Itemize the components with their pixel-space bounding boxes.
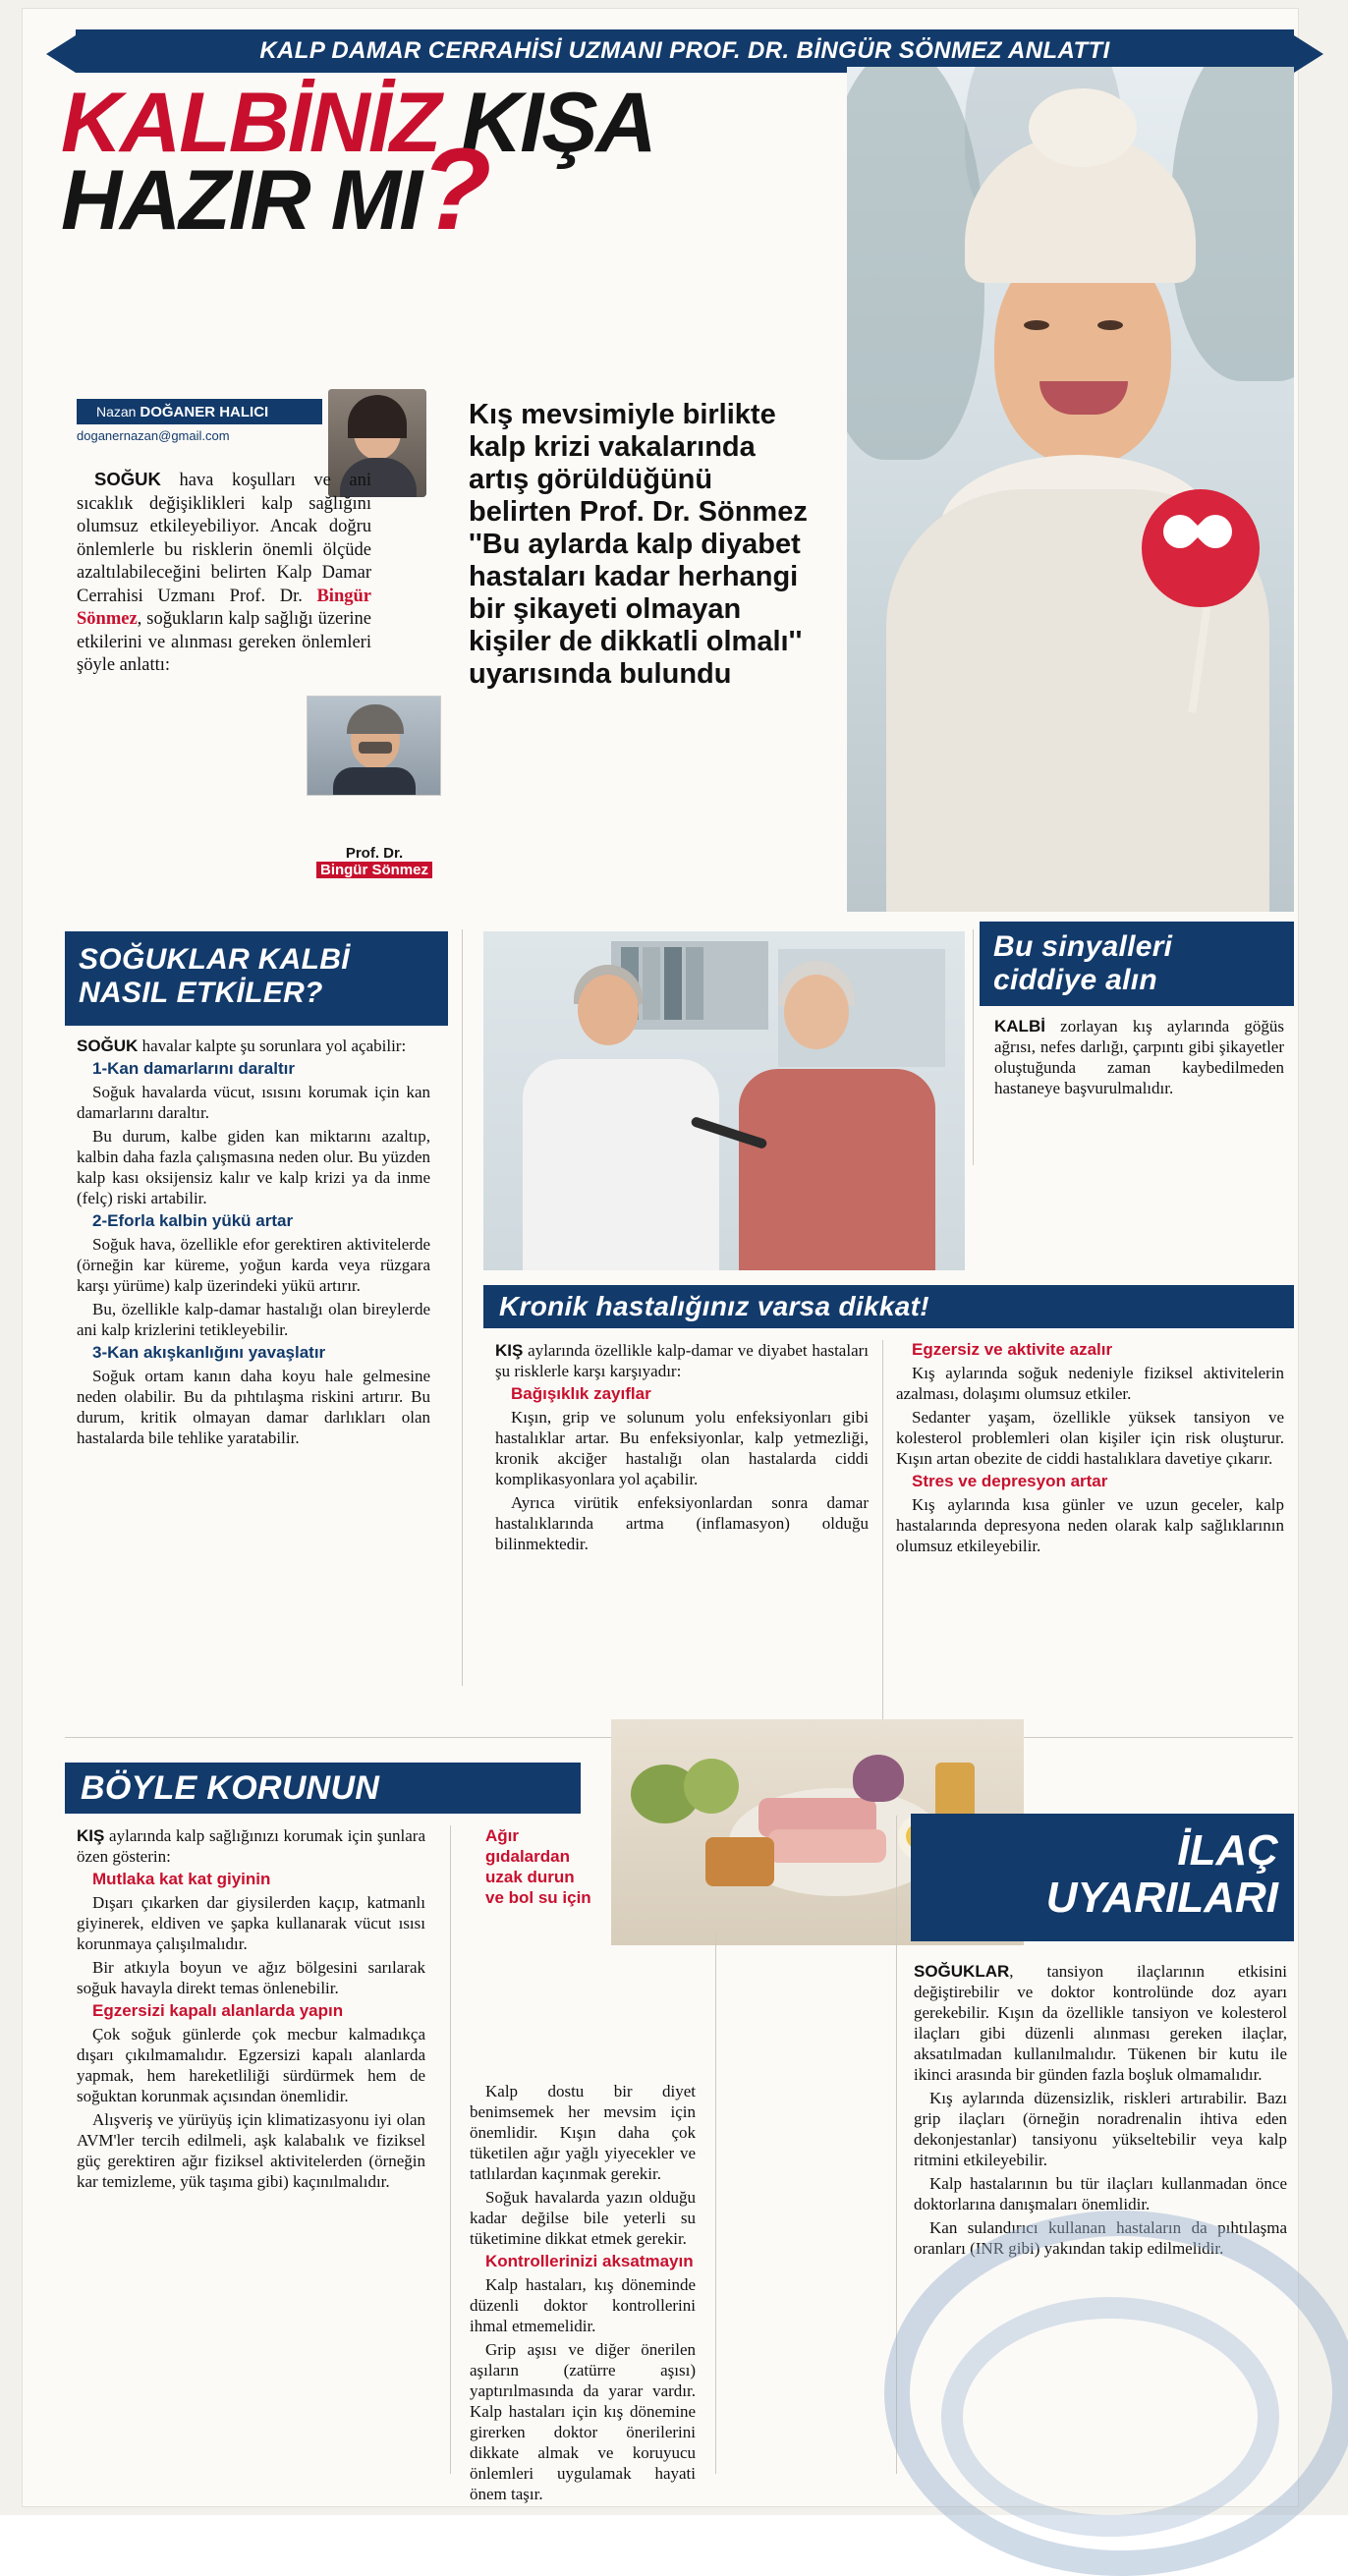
protect-sub-3-l4: ve bol su için xyxy=(485,1888,591,1907)
kicker-text: KALP DAMAR CERRAHİSİ UZMANI PROF. DR. BİNGÜR SÖNMEZ ANLATTI xyxy=(259,37,1110,64)
column-divider-5 xyxy=(715,1933,716,2474)
deck-text: Kış mevsimiyle birlikte kalp krizi vakalarında artış görüldüğünü belirten Prof. Dr. Sönmez ''Bu aylarda kalp diyabet hastaları kadar herhangi bir şikayeti olmayan kişiler de dikkatli olmalı'' uyarısında bulundu xyxy=(469,399,808,690)
protect-sub-3-l2: gıdalardan xyxy=(485,1847,570,1866)
protect-sub-3-l3: uzak durun xyxy=(485,1868,575,1886)
lead-text-1: hava koşulları ve ani sıcaklık değişiklikleri kalp sağlığını olumsuz etkileyebiliyor. Ancak doğru önlemlerle bu risklerin önemli ölçüde azaltılabileceğini belirten Kalp Damar Cerrahisi Uzmanı Prof. Dr. xyxy=(77,471,371,606)
section-header-cold-effects xyxy=(65,931,448,1026)
protect-c1-p3: Çok soğuk günlerde çok mecbur kalmadıkça dışarı çıkılmamalıdır. Egzersizi kapalı alanlarda yapmak, hem hareketliliği sürdürmek hem de soğuktan korunmak açısından önemlidir. xyxy=(77,2025,425,2105)
chronic-c1-p2: Ayrıca virütik enfeksiyonlardan sonra damar hastalıklarında artma (inflamasyon) olduğu bilinmektedir. xyxy=(495,1493,869,1553)
protect-sub-4: Kontrollerinizi aksatmayın xyxy=(485,2252,694,2270)
cold-item-3-p1: Soğuk ortam kanın daha koyu hale gelmesine neden olabilir. Bu da pıhtılaşma riskini artırır. Bu durum, kritik olmayan damar darlıkları olan hastalarda bile tehlike yaratabilir. xyxy=(77,1367,430,1447)
protect-c2-p1: Kalp dostu bir diyet benimsemek her mevsim için önemlidir. Kışın daha çok tüketilen ağır yağlı yiyecekler ve tatlılardan kaçınmak gerekir. xyxy=(470,2082,696,2183)
headline xyxy=(61,76,886,254)
doctor-patient-photo xyxy=(483,931,965,1270)
protect-column-1 xyxy=(77,1825,425,2195)
section-header-protect xyxy=(65,1763,581,1814)
chronic-c2-p1: Kış aylarında soğuk nedeniyle fiziksel aktivitelerin azalması, dolaşımı olumsuz etkiler. xyxy=(896,1364,1284,1403)
drugs-bold: SOĞUKLAR xyxy=(914,1962,1010,1981)
chronic-intro-bold: KIŞ xyxy=(495,1341,524,1360)
protect-title: BÖYLE KORUNUN xyxy=(81,1769,380,1807)
drugs-p1: , tansiyon ilaçlarının etkisini değiştirebilir ve doktor kontrolünde doz ayarı gerekebilir. Kışın da özellikle tansiyon ve kolesterol ilaçları gibi düzenli alınması gereken ilaçlar, aksatılmadan kullanılmalıdır. Tükenen bir kutu ile ikinci arasında bir günden fazla boşluk olmamalıdır. xyxy=(914,1962,1287,2084)
protect-sub-3-l1: Ağır xyxy=(485,1826,519,1845)
column-divider-2 xyxy=(973,929,974,1165)
chronic-column-1 xyxy=(495,1340,869,1557)
drugs-p3: Kalp hastalarının bu tür ilaçları kullanmadan önce doktorlarına danışmaları önemlidir. xyxy=(914,2174,1287,2213)
protect-intro-text: aylarında kalp sağlığınızı korumak için şunlara özen gösterin: xyxy=(77,1826,425,1866)
cold-item-1-p1: Soğuk havalarda vücut, ısısını korumak için kan damarlarını daraltır. xyxy=(77,1083,430,1122)
signals-bold: KALBİ xyxy=(994,1017,1045,1036)
signals-body xyxy=(994,1016,1284,1101)
author-email: doganernazan@gmail.com xyxy=(77,428,230,443)
drugs-p2: Kış aylarında düzensizlik, riskleri artırabilir. Bazı grip ilaçları (örneğin noradrenalin ihtiva eden dekonjestanlar) tansiyonu yükseltebilir veya kalp ritmini etkileyebilir. xyxy=(914,2089,1287,2169)
lead-paragraph xyxy=(77,468,371,682)
lead-dropword: SOĞUK xyxy=(94,469,161,489)
protect-c1-p1: Dışarı çıkarken dar giysilerden kaçıp, katmanlı giyinerek, eldiven ve şapka kullanarak vücut ısısı korunmaya çalışılmalıdır. xyxy=(77,1893,425,1953)
cold-item-3-heading: 3-Kan akışkanlığını yavaşlatır xyxy=(92,1343,326,1362)
signals-title-2: ciddiye alın xyxy=(993,964,1157,996)
protect-c2-p3: Kalp hastaları, kış döneminde düzenli doktor kontrollerini ihmal etmemelidir. xyxy=(470,2275,696,2335)
protect-column-2 xyxy=(470,1825,696,2507)
column-divider-1 xyxy=(462,929,463,1686)
protect-c2-p4: Grip aşısı ve diğer önerilen aşıların (zatürre aşısı) yaptırılmasında da yarar vardır. Kalp hastaları için kış dönemine girerken doktor önerilerini dikkate almak ve koruyucu önlemleri uygulamak hayati önem taşır. xyxy=(470,2340,696,2503)
cold-effects-body xyxy=(77,1036,430,1451)
protect-intro-bold: KIŞ xyxy=(77,1826,105,1845)
watermark-ring-2 xyxy=(941,2297,1279,2537)
expert-caption-name: Bingür Sönmez xyxy=(316,862,432,878)
protect-c2-p2: Soğuk havalarda yazın olduğu kadar değilse bile yeterli su tüketimine dikkat etmek gerekir. xyxy=(470,2188,696,2248)
section-header-chronic xyxy=(483,1285,1294,1328)
drugs-p4: Kan sulandırıcı kullanan hastaların da pıhtılaşma oranları (INR gibi) yakından takip edilmelidir. xyxy=(914,2218,1287,2258)
author-first: Nazan xyxy=(96,404,137,420)
cold-item-2-p1: Soğuk hava, özellikle efor gerektiren aktivitelerde (örneğin kar küreme, yoğun karda veya rüzgara karşı yürüme) kalp üzerindeki yükü artırır. xyxy=(77,1235,430,1295)
section-header-signals xyxy=(980,922,1294,1006)
headline-part-3: HAZIR MI xyxy=(61,153,421,248)
protect-c1-p2: Bir atkıyla boyun ve ağız bölgesini sarılarak soğuk havayla direkt temas önlenebilir. xyxy=(77,1958,425,1997)
protect-sub-2: Egzersizi kapalı alanlarda yapın xyxy=(92,2001,344,2020)
expert-caption xyxy=(297,845,452,878)
headline-question-mark: ? xyxy=(421,125,490,254)
cold-item-2-heading: 2-Eforla kalbin yükü artar xyxy=(92,1211,294,1230)
chronic-sub-1: Bağışıklık zayıflar xyxy=(511,1384,651,1403)
chronic-c2-p2: Sedanter yaşam, özellikle yüksek tansiyon ve kolesterol problemleri olan kişiler için risk oluşturur. Kışın artan obezite de ciddi hastalıklara davetiye çıkarır. xyxy=(896,1408,1284,1468)
expert-caption-title: Prof. Dr. xyxy=(345,845,404,862)
headline-part-1: KALBİNİZ xyxy=(61,76,440,170)
author-byline xyxy=(77,399,322,424)
lead-text-2: , soğukların kalp sağlığı üzerine etkilerini ve alınması gereken önlemleri şöyle anlattı: xyxy=(77,609,371,675)
chronic-intro-text: aylarında özellikle kalp-damar ve diyabet hastaları şu risklerle karşı karşıyadır: xyxy=(495,1341,869,1380)
cold-item-2-p2: Bu, özellikle kalp-damar hastalığı olan bireylerde ani kalp krizlerini tetikleyebilir. xyxy=(77,1300,430,1339)
headline-part-2: KIŞA xyxy=(461,76,655,170)
expert-photo xyxy=(307,696,441,796)
signals-text: zorlayan kış aylarında göğüs ağrısı, nefes darlığı, çarpıntı gibi şikayetler oluştuğunda zaman kaybedilmeden hastaneye başvurulmalıdır. xyxy=(994,1017,1284,1097)
chronic-sub-3: Stres ve depresyon artar xyxy=(912,1472,1108,1490)
cold-item-1-p2: Bu durum, kalbe giden kan miktarını azaltıp, kalbin daha fazla çalışmasına neden olur. Bu yüzden kalp kası oksijensiz kalır ve kalp krizi ya da inme (felç) riski artabilir. xyxy=(77,1127,430,1207)
cold-effects-title-1: SOĞUKLAR KALBİ xyxy=(79,943,350,976)
cold-intro-bold: SOĞUK xyxy=(77,1036,139,1055)
drugs-title-1: İLAÇ xyxy=(1177,1826,1278,1875)
cold-intro-text: havalar kalpte şu sorunlara yol açabilir: xyxy=(138,1036,407,1055)
chronic-c1-p1: Kışın, grip ve solunum yolu enfeksiyonları gibi hastalıklar artar. Bu enfeksiyonlar, kalp yetmezliği, kronik akciğer hastalığı olan hastalarda ciddi komplikasyonlara yol açabilir. xyxy=(495,1408,869,1488)
chronic-sub-2: Egzersiz ve aktivite azalır xyxy=(912,1340,1113,1359)
chronic-column-2 xyxy=(896,1340,1284,1559)
chronic-title: Kronik hastalığınız varsa dikkat! xyxy=(499,1291,929,1321)
protect-c1-p4: Alışveriş ve yürüyüş için klimatizasyonu iyi olan AVM'ler tercih edilmeli, aşk kalabalık ve fiziksel güç gerektiren ağır fiziksel aktivitelerden (örneğin kar temizleme, yük taşıma gibi) kaçınılmalıdır. xyxy=(77,2110,425,2191)
hero-photo-woman-winter xyxy=(847,67,1294,912)
lead-expert-name: Bingür Sönmez xyxy=(77,586,371,629)
chronic-c2-p3: Kış aylarında kısa günler ve uzun geceler, kalp hastalarında depresyona neden olarak kalp sağlıklarının olumsuz etkileyebilir. xyxy=(896,1495,1284,1555)
cold-item-1-heading: 1-Kan damarlarını daraltır xyxy=(92,1059,295,1078)
column-divider-3 xyxy=(882,1340,883,1723)
article-sheet xyxy=(22,8,1299,2507)
section-header-drugs xyxy=(911,1814,1294,1941)
cold-effects-title-2: NASIL ETKİLER? xyxy=(79,977,323,1009)
column-divider-4 xyxy=(450,1825,451,2474)
signals-title-1: Bu sinyalleri xyxy=(993,930,1173,963)
drugs-title-2: UYARILARI xyxy=(1045,1874,1278,1922)
author-last: DOĞANER HALICI xyxy=(140,404,269,420)
protect-sub-1: Mutlaka kat kat giyinin xyxy=(92,1870,271,1888)
heart-lollipop-icon xyxy=(1142,489,1260,607)
